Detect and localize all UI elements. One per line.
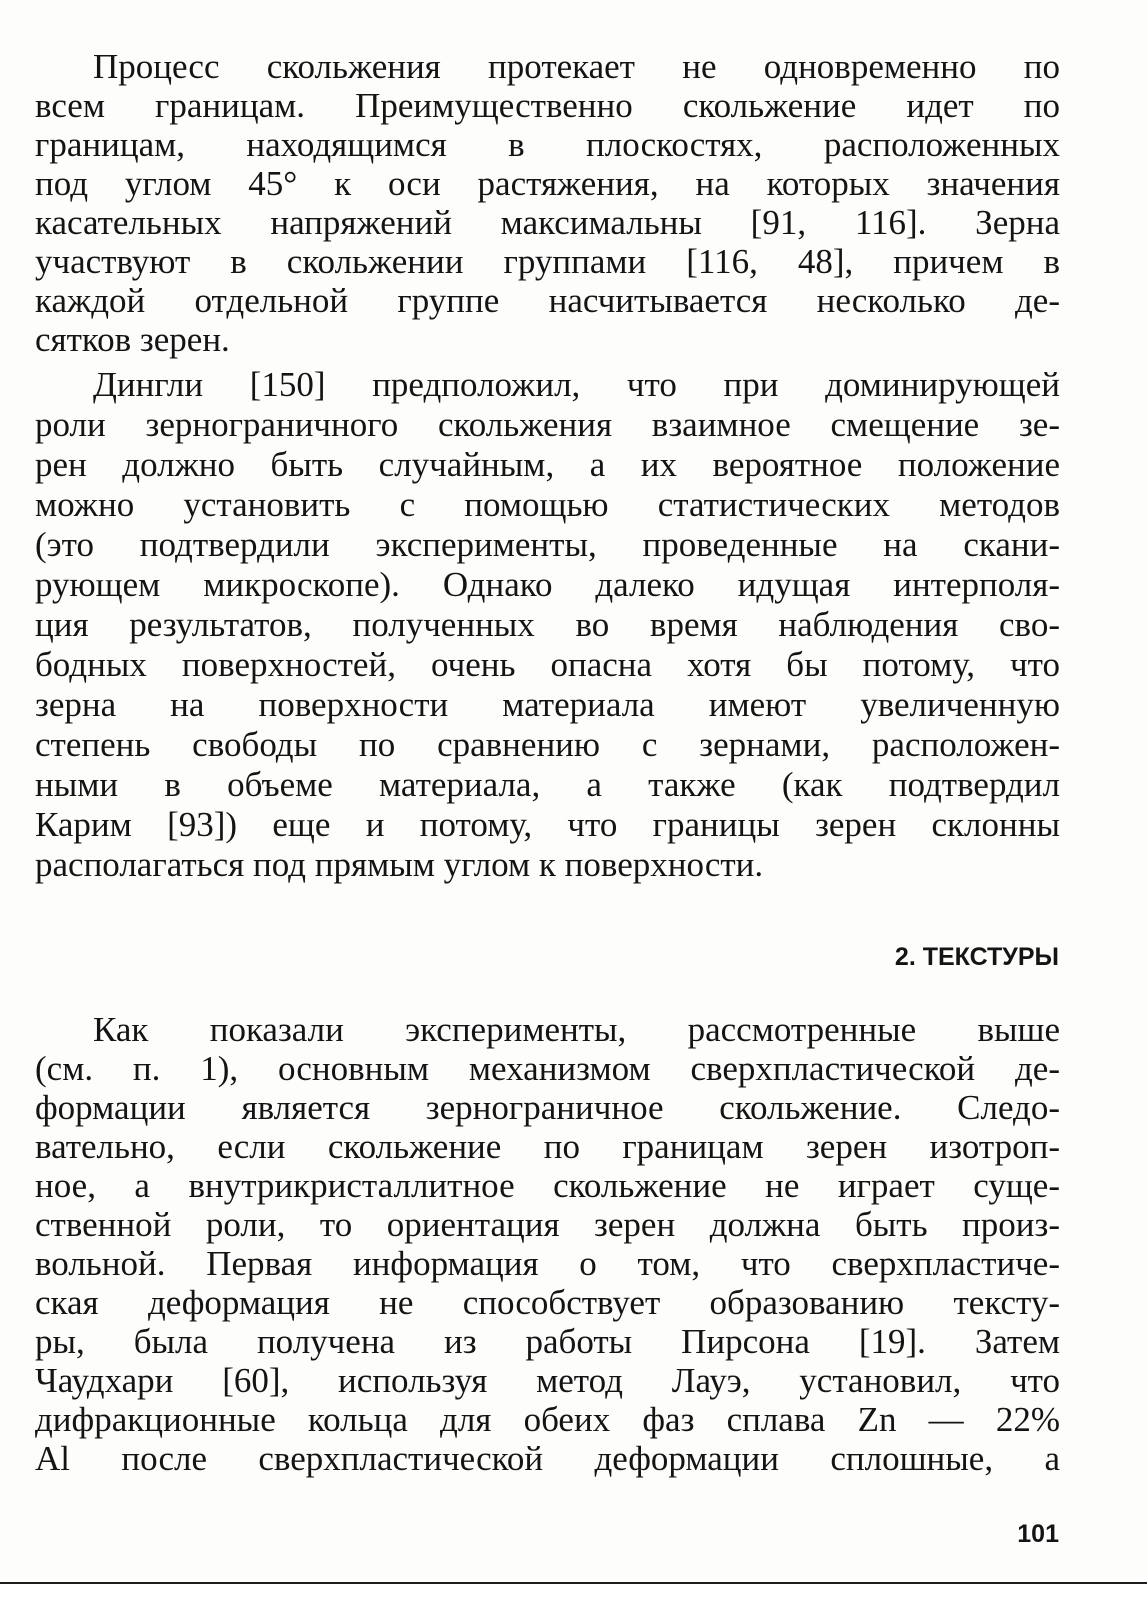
text-line: Al после сверхпластической деформации сплошные, а bbox=[35, 1439, 1060, 1478]
text-line: Процесс скольжения протекает не одновременно по bbox=[93, 47, 1060, 86]
text-line: касательных напряжений максимальны [91, 116]. Зерна bbox=[35, 203, 1060, 242]
text-line: рен должно быть случайным, а их вероятное положение bbox=[35, 445, 1060, 484]
text-line: Как показали эксперименты, рассмотренные выше bbox=[93, 1010, 1060, 1049]
text-line: ными в объеме материала, а также (как подтвердил bbox=[35, 765, 1060, 804]
text-line: рующем микроскопе). Однако далеко идущая интерполя- bbox=[35, 565, 1060, 604]
page-number: 101 bbox=[1017, 1520, 1059, 1548]
text-line: сятков зерен. bbox=[35, 320, 230, 359]
text-line: формации является зернограничное скольжение. Следо- bbox=[35, 1088, 1060, 1127]
text-line: под углом 45° к оси растяжения, на которых значения bbox=[35, 164, 1060, 203]
text-line: степень свободы по сравнению с зернами, расположен- bbox=[35, 725, 1060, 764]
text-line: роли зернограничного скольжения взаимное смещение зе- bbox=[35, 405, 1060, 444]
text-line: ры, была получена из работы Пирсона [19]. Затем bbox=[35, 1322, 1060, 1361]
text-line: ное, а внутрикристаллитное скольжение не играет суще- bbox=[35, 1166, 1060, 1205]
text-line: ция результатов, полученных во время наблюдения сво- bbox=[35, 605, 1060, 644]
text-line: зерна на поверхности материала имеют увеличенную bbox=[35, 685, 1060, 724]
text-line: участвуют в скольжении группами [116, 48], причем в bbox=[35, 242, 1060, 281]
text-line: Карим [93]) еще и потому, что границы зерен склонны bbox=[35, 805, 1060, 844]
text-line: каждой отдельной группе насчитывается несколько де- bbox=[35, 281, 1060, 320]
section-heading: 2. ТЕКСТУРЫ bbox=[894, 943, 1059, 971]
text-line: дифракционные кольца для обеих фаз сплава Zn — 22% bbox=[35, 1400, 1060, 1439]
text-line: вольной. Первая информация о том, что сверхпластиче- bbox=[35, 1244, 1060, 1283]
text-line: ственной роли, то ориентация зерен должна быть произ- bbox=[35, 1205, 1060, 1244]
page-bottom-edge bbox=[0, 1582, 1147, 1602]
text-line: вательно, если скольжение по границам зерен изотроп- bbox=[35, 1127, 1060, 1166]
text-line: можно установить с помощью статистических методов bbox=[35, 485, 1060, 524]
text-line: границам, находящимся в плоскостях, расположенных bbox=[35, 125, 1060, 164]
text-line: (это подтвердили эксперименты, проведенные на скани- bbox=[35, 525, 1060, 564]
text-line: Дингли [150] предположил, что при доминирующей bbox=[93, 365, 1060, 404]
text-line: ская деформация не способствует образованию тексту- bbox=[35, 1283, 1060, 1322]
text-line: (см. п. 1), основным механизмом сверхпластической де- bbox=[35, 1049, 1060, 1088]
text-line: бодных поверхностей, очень опасна хотя бы потому, что bbox=[35, 645, 1060, 684]
text-line: всем границам. Преимущественно скольжение идет по bbox=[35, 86, 1060, 125]
text-line: Чаудхари [60], используя метод Лауэ, установил, что bbox=[35, 1361, 1060, 1400]
text-line: располагаться под прямым углом к поверхности. bbox=[35, 845, 764, 884]
